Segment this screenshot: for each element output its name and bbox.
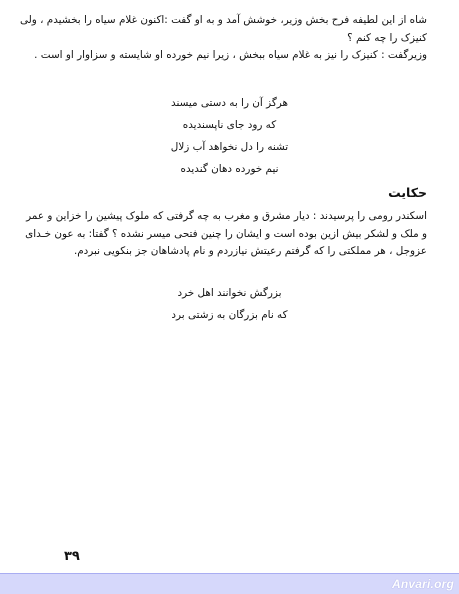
footer-bar xyxy=(0,573,459,594)
paragraph-2-line: عزوجل ، هر مملکتی را که گرفتم رعیتش نیازردم و نام پادشاهان جز بنکویی نبردم. xyxy=(73,245,427,257)
poem-1-verse: هرگز آن را به دستی میسند xyxy=(171,97,288,109)
paragraph-1-line: شاه از این لطیفه فرح بخش وزیر، خوشش آمد و به او گفت :اکنون غلام سیاه را بخشیدم ، ولی xyxy=(19,14,427,26)
poem-2-verse: بزرگش نخوانند اهل خرد xyxy=(177,287,282,299)
poem-1-verse: تشنه را دل نخواهد آب زلال xyxy=(170,141,289,153)
watermark-logo: Anvari.org xyxy=(391,577,454,591)
poem-2 xyxy=(0,282,459,326)
page-number: ۳۹ xyxy=(64,549,80,564)
poem-1-verse: نیم خورده دهان گندیده xyxy=(180,163,279,175)
paragraph-2-line: اسکندر رومی را پرسیدند : دیار مشرق و مغرب به چه گرفتی که ملوک پیشین را خزاین و عمر xyxy=(26,210,427,222)
poem-2-verse: که نام بزرگان به زشتی برد xyxy=(171,309,288,321)
section-heading: حکایت xyxy=(388,185,427,200)
paragraph-1-line: کنیزک را چه کنم ؟ xyxy=(347,31,427,44)
footer-divider xyxy=(0,573,459,574)
poem-1-verse: که رود جای ناپسندیده xyxy=(182,119,277,131)
paragraph-1-line: وزیرگفت : کنیزک را نیز به غلام سیاه ببخش ، زیرا نیم خورده او شایسته و سزاوار او است . xyxy=(34,49,427,61)
poem-1 xyxy=(0,92,459,180)
paragraph-2-line: و ملک و لشکر بیش ازین بوده است و ایشان را چنین فتحی میسر نشده ؟ گفتا: به عون خـدای xyxy=(25,227,427,240)
paragraph-1 xyxy=(19,12,427,65)
paragraph-2 xyxy=(25,208,427,261)
